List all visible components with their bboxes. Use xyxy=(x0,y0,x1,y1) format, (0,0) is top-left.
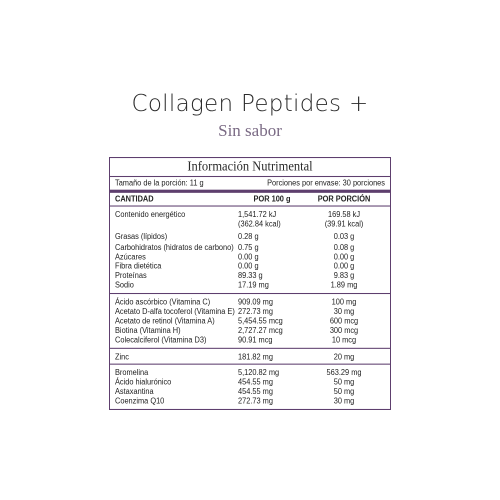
nutrition-label xyxy=(109,157,391,410)
servings-per-container: Porciones por envase: 30 porciones xyxy=(267,178,385,188)
nutrient-name: Grasas (lípidos) xyxy=(115,232,168,242)
table-row xyxy=(110,352,390,362)
table-row xyxy=(110,326,390,336)
header-per100: POR 100 g xyxy=(253,193,291,204)
value-per-portion: 50 mg xyxy=(333,387,355,397)
product-subtitle: Sin sabor xyxy=(218,121,282,140)
value-per100: 89.33 g xyxy=(238,271,263,281)
table-row xyxy=(110,281,390,291)
value-per-portion: 0.03 g xyxy=(333,232,355,242)
nutrient-name: Carbohidratos (hidratos de carbono) xyxy=(115,241,234,252)
value-per-portion: 300 mcg xyxy=(329,325,359,336)
header-per-portion: POR PORCIÓN xyxy=(317,193,371,204)
table-header xyxy=(110,193,390,207)
value-per100: 454.55 mg xyxy=(238,387,273,397)
energy-por-kcal: (39.91 kcal) xyxy=(324,219,364,229)
mineral-group xyxy=(110,348,390,364)
value-per-portion: 563.29 mg xyxy=(326,367,362,378)
table-row xyxy=(110,271,390,281)
value-per100: 90.91 mcg xyxy=(238,335,273,346)
value-per100: 454.55 mg xyxy=(238,377,273,387)
value-per100: 2,727.27 mcg xyxy=(238,325,283,336)
value-per100: 0.28 g xyxy=(238,232,259,242)
value-per-portion: 9.83 g xyxy=(333,271,355,281)
value-per-portion: 10 mcg xyxy=(331,335,357,346)
energy-name: Contenido energético xyxy=(115,209,186,220)
energy-row xyxy=(110,210,390,229)
value-per-portion: 20 mg xyxy=(333,351,355,362)
nutrient-name: Zinc xyxy=(115,351,129,362)
energy-per100-kcal: (362.84 kcal) xyxy=(238,219,281,229)
table-row xyxy=(110,307,390,317)
label-title: Información Nutrimental xyxy=(110,158,390,177)
value-per100: 0.75 g xyxy=(238,241,259,252)
macro-rows xyxy=(110,232,390,290)
nutrient-name: Acetato de retinol (Vitamina A) xyxy=(115,316,215,326)
value-per-portion: 0.00 g xyxy=(333,251,355,262)
table-row xyxy=(110,387,390,397)
table-row xyxy=(110,261,390,271)
macro-group xyxy=(110,207,390,294)
nutrient-name: Astaxantina xyxy=(115,387,154,397)
nutrient-name: Proteínas xyxy=(115,271,147,281)
nutrient-name: Bromelina xyxy=(115,367,149,378)
nutrient-name: Coenzima Q10 xyxy=(115,396,165,407)
vitamin-group xyxy=(110,294,390,349)
value-per100: 5,454.55 mcg xyxy=(238,316,283,326)
nutrient-name: Azúcares xyxy=(115,251,146,262)
value-per-portion: 1.89 mg xyxy=(330,280,358,291)
energy-por-kj: 169.58 kJ xyxy=(327,209,361,220)
serving-info xyxy=(110,177,390,193)
value-per100: 5,120.82 mg xyxy=(238,367,280,378)
value-per100: 909.09 mg xyxy=(238,296,273,307)
table-row xyxy=(110,316,390,326)
nutrient-name: Fibra dietética xyxy=(115,261,162,271)
serving-size: Tamaño de la porción: 11 g xyxy=(115,178,204,188)
table-row xyxy=(110,242,390,252)
energy-per100 xyxy=(238,210,306,229)
value-per100: 272.73 mg xyxy=(238,396,273,407)
product-title: Collagen Peptides + xyxy=(131,91,369,117)
table-row xyxy=(110,232,390,242)
table-row xyxy=(110,397,390,407)
energy-per-portion xyxy=(306,210,382,229)
other-group xyxy=(110,365,390,409)
table-row xyxy=(110,368,390,378)
nutrient-name: Ácido hialurónico xyxy=(115,377,172,387)
value-per100: 272.73 mg xyxy=(238,306,273,316)
value-per100: 181.82 mg xyxy=(238,351,273,362)
header-name: CANTIDAD xyxy=(115,193,154,204)
nutrient-name: Ácido ascórbico (Vitamina C) xyxy=(115,296,211,307)
table-row xyxy=(110,252,390,262)
energy-per100-kj: 1,541.72 kJ xyxy=(238,209,277,220)
value-per-portion: 600 mcg xyxy=(329,316,359,326)
value-per-portion: 100 mg xyxy=(331,296,357,307)
nutrient-name: Colecalciferol (Vitamina D3) xyxy=(115,335,207,346)
value-per-portion: 50 mg xyxy=(333,377,355,387)
value-per-portion: 0.00 g xyxy=(333,261,355,271)
nutrient-name: Biotina (Vitamina H) xyxy=(115,325,181,336)
value-per100: 17.19 mg xyxy=(238,280,269,291)
table-row xyxy=(110,297,390,307)
value-per-portion: 0.08 g xyxy=(333,241,355,252)
table-row xyxy=(110,377,390,387)
value-per100: 0.00 g xyxy=(238,261,259,271)
nutrient-name: Sodio xyxy=(115,280,134,291)
table-row xyxy=(110,336,390,346)
value-per100: 0.00 g xyxy=(238,251,259,262)
nutrient-name: Acetato D-alfa tocoferol (Vitamina E) xyxy=(115,306,235,316)
value-per-portion: 30 mg xyxy=(333,396,355,407)
value-per-portion: 30 mg xyxy=(333,306,355,316)
